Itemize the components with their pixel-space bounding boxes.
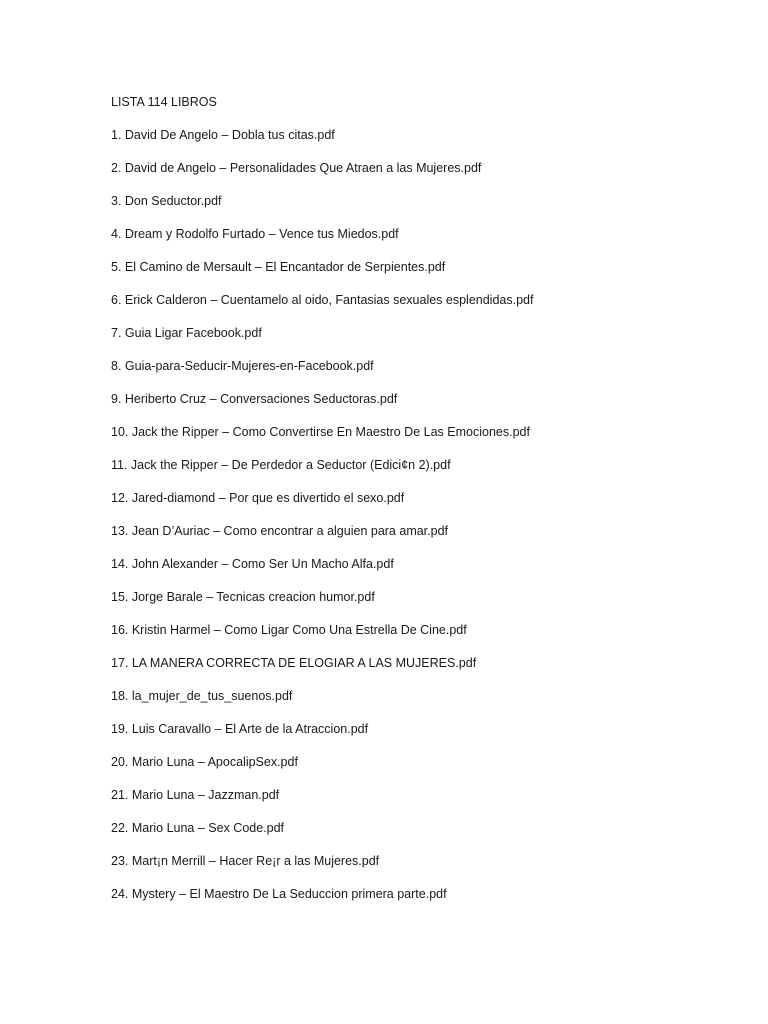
list-item: 21. Mario Luna – Jazzman.pdf bbox=[111, 787, 280, 802]
list-item: 14. John Alexander – Como Ser Un Macho Alfa.pdf bbox=[111, 556, 394, 571]
list-item: 3. Don Seductor.pdf bbox=[111, 193, 222, 208]
document-body bbox=[111, 94, 751, 919]
list-item: 24. Mystery – El Maestro De La Seduccion primera parte.pdf bbox=[111, 886, 447, 901]
list-item: 13. Jean D’Auriac – Como encontrar a alguien para amar.pdf bbox=[111, 523, 448, 538]
list-item: 20. Mario Luna – ApocalipSex.pdf bbox=[111, 754, 298, 769]
list-item: 7. Guia Ligar Facebook.pdf bbox=[111, 325, 262, 340]
list-item: 18. la_mujer_de_tus_suenos.pdf bbox=[111, 688, 293, 703]
list-item: 11. Jack the Ripper – De Perdedor a Seductor (Edici¢n 2).pdf bbox=[111, 457, 451, 472]
list-item: 10. Jack the Ripper – Como Convertirse En Maestro De Las Emociones.pdf bbox=[111, 424, 530, 439]
list-item: 8. Guia-para-Seducir-Mujeres-en-Facebook.pdf bbox=[111, 358, 374, 373]
list-item: 4. Dream y Rodolfo Furtado – Vence tus Miedos.pdf bbox=[111, 226, 399, 241]
book-list bbox=[111, 127, 751, 902]
list-item: 17. LA MANERA CORRECTA DE ELOGIAR A LAS MUJERES.pdf bbox=[111, 655, 477, 670]
list-item: 15. Jorge Barale – Tecnicas creacion humor.pdf bbox=[111, 589, 375, 604]
list-item: 1. David De Angelo – Dobla tus citas.pdf bbox=[111, 127, 335, 142]
list-item: 12. Jared-diamond – Por que es divertido el sexo.pdf bbox=[111, 490, 405, 505]
list-item: 6. Erick Calderon – Cuentamelo al oido, Fantasias sexuales esplendidas.pdf bbox=[111, 292, 534, 307]
list-item: 19. Luis Caravallo – El Arte de la Atraccion.pdf bbox=[111, 721, 369, 736]
list-item: 5. El Camino de Mersault – El Encantador de Serpientes.pdf bbox=[111, 259, 446, 274]
list-item: 22. Mario Luna – Sex Code.pdf bbox=[111, 820, 285, 835]
list-item: 9. Heriberto Cruz – Conversaciones Seductoras.pdf bbox=[111, 391, 398, 406]
list-item: 2. David de Angelo – Personalidades Que Atraen a las Mujeres.pdf bbox=[111, 160, 482, 175]
page-title: LISTA 114 LIBROS bbox=[111, 95, 217, 109]
list-item: 23. Mart¡n Merrill – Hacer Re¡r a las Mujeres.pdf bbox=[111, 853, 380, 868]
list-item: 16. Kristin Harmel – Como Ligar Como Una Estrella De Cine.pdf bbox=[111, 622, 467, 637]
